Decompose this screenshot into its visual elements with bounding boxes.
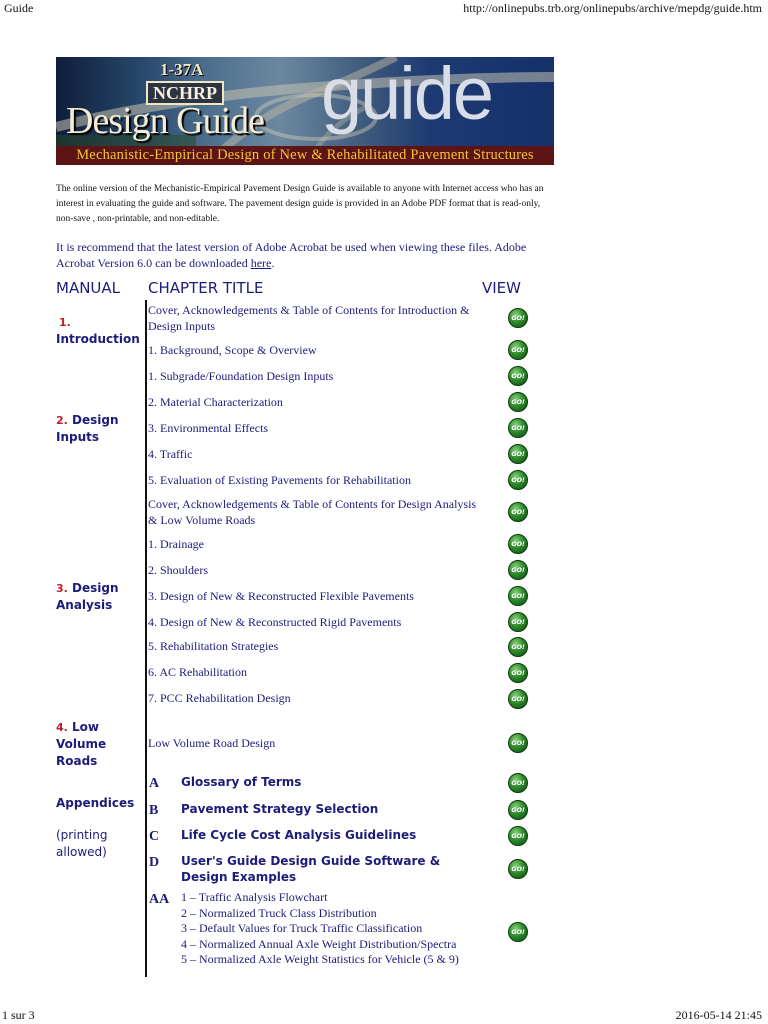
go-button[interactable] [508, 418, 528, 438]
chapter-link[interactable]: 2. Material Characterization [148, 395, 283, 409]
acrobat-note [56, 239, 556, 271]
go-button[interactable] [508, 470, 528, 490]
go-button[interactable] [508, 534, 528, 554]
go-button[interactable] [508, 502, 528, 522]
manual-column-header: MANUAL [56, 279, 121, 297]
go-button-label: GO! [511, 832, 525, 840]
go-button-label: GO! [511, 669, 525, 677]
go-button[interactable] [508, 586, 528, 606]
appendix-link[interactable]: Pavement Strategy Selection [181, 802, 379, 816]
manual-label: Analysis [56, 598, 113, 612]
go-button-label: GO! [511, 779, 525, 787]
manual-design-analysis [56, 580, 119, 614]
appendices-note-line: (printing [56, 828, 108, 842]
manual-label: Volume [56, 737, 107, 751]
go-button[interactable] [508, 859, 528, 879]
appendix-letter: B [149, 803, 159, 818]
manual-label: Introduction [56, 332, 140, 346]
go-button[interactable] [508, 637, 528, 657]
chapter-link[interactable]: 3. Design of New & Reconstructed Flexible Pavements [148, 589, 414, 603]
chapter-link[interactable]: 1. Background, Scope & Overview [148, 343, 317, 357]
appendices-note [56, 827, 107, 861]
go-button[interactable] [508, 826, 528, 846]
banner-org: NCHRP [146, 81, 224, 105]
go-button[interactable] [508, 922, 528, 942]
go-button-label: GO! [511, 450, 525, 458]
go-button-label: GO! [511, 508, 525, 516]
appendix-aa-item[interactable]: 3 – Default Values for Truck Traffic Classification [181, 921, 423, 935]
go-button-label: GO! [511, 346, 525, 354]
chapter-link[interactable]: 2. Shoulders [148, 563, 208, 577]
manual-introduction [56, 314, 140, 348]
banner-code: 1-37A [160, 60, 204, 79]
chapter-link[interactable]: 5. Rehabilitation Strategies [148, 639, 279, 653]
appendix-aa-item[interactable]: 2 – Normalized Truck Class Distribution [181, 905, 377, 920]
banner-big-word: guide [320, 57, 492, 135]
go-button-label: GO! [511, 540, 525, 548]
manual-number: 1. [59, 316, 71, 329]
appendix-link[interactable]: Life Cycle Cost Analysis Guidelines [181, 828, 417, 842]
go-button-label: GO! [511, 314, 525, 322]
go-button-label: GO! [511, 372, 525, 380]
chapter-link[interactable]: Cover, Acknowledgements & Table of Contents for Introduction & Design Inputs [148, 303, 470, 333]
go-button[interactable] [508, 663, 528, 683]
go-button[interactable] [508, 800, 528, 820]
print-footer-page: 1 sur 3 [2, 1008, 35, 1022]
go-button-label: GO! [511, 592, 525, 600]
go-button[interactable] [508, 392, 528, 412]
appendix-letter: D [149, 855, 160, 870]
design-guide-banner [56, 57, 554, 165]
acrobat-download-link[interactable]: here [250, 256, 272, 270]
chapter-link[interactable]: 4. Traffic [148, 447, 193, 461]
manual-appendices [56, 795, 134, 812]
chapter-link[interactable]: 4. Design of New & Reconstructed Rigid Pavements [148, 615, 402, 629]
manual-label: Appendices [56, 796, 135, 810]
manual-number: 2. [56, 414, 68, 427]
banner-title: Design Guide [66, 100, 265, 142]
manual-low-volume-roads [56, 719, 106, 770]
appendix-link[interactable]: User's Guide Design Guide Software & Design Examples [181, 854, 441, 884]
go-button-label: GO! [511, 424, 525, 432]
manual-label: Design [72, 413, 119, 427]
appendix-aa-item[interactable]: 1 – Traffic Analysis Flowchart [181, 890, 328, 904]
manual-number: 4. [56, 721, 68, 734]
appendix-aa-list [181, 890, 491, 968]
go-button-label: GO! [511, 398, 525, 406]
appendix-letter: A [149, 776, 160, 791]
manual-design-inputs [56, 412, 119, 446]
chapter-link[interactable]: 5. Evaluation of Existing Pavements for Rehabilitation [148, 473, 411, 487]
appendix-aa-item[interactable]: 5 – Normalized Axle Weight Statistics for Vehicle (5 & 9) [181, 952, 459, 966]
chapter-link[interactable]: Low Volume Road Design [148, 736, 276, 750]
print-header-title: Guide [4, 1, 34, 15]
go-button-label: GO! [511, 806, 525, 814]
go-button-label: GO! [511, 618, 525, 626]
appendix-aa-item[interactable]: 4 – Normalized Annual Axle Weight Distribution/Spectra [181, 936, 457, 951]
chapter-link[interactable]: 3. Environmental Effects [148, 421, 269, 435]
print-footer-datetime: 2016-05-14 21:45 [675, 1008, 762, 1022]
go-button-label: GO! [511, 643, 525, 651]
appendix-letter: C [149, 829, 160, 844]
column-divider [145, 300, 147, 977]
print-header-url: http://onlinepubs.trb.org/onlinepubs/archive/mepdg/guide.htm [463, 1, 762, 15]
chapter-link[interactable]: 7. PCC Rehabilitation Design [148, 691, 291, 705]
banner-subtitle: Mechanistic-Empirical Design of New & Rehabilitated Pavement Structures [56, 146, 554, 165]
manual-label: Design [72, 581, 119, 595]
manual-number: 3. [56, 582, 68, 595]
go-button[interactable] [508, 689, 528, 709]
go-button-label: GO! [511, 695, 525, 703]
chapter-link[interactable]: 1. Subgrade/Foundation Design Inputs [148, 369, 334, 383]
go-button[interactable] [508, 340, 528, 360]
chapter-link[interactable]: 6. AC Rehabilitation [148, 665, 247, 679]
go-button[interactable] [508, 612, 528, 632]
acrobat-note-end: . [271, 256, 275, 270]
appendices-note-line: allowed) [56, 845, 107, 859]
manual-label: Roads [56, 754, 98, 768]
view-column-header: VIEW [482, 279, 521, 297]
go-button-label: GO! [511, 865, 525, 873]
chapter-link[interactable]: Cover, Acknowledgements & Table of Contents for Design Analysis & Low Volume Roads [148, 497, 477, 527]
appendix-link[interactable]: Glossary of Terms [181, 775, 302, 789]
manual-label: Low [72, 720, 100, 734]
go-button[interactable] [508, 560, 528, 580]
chapter-column-header: CHAPTER TITLE [148, 279, 264, 297]
go-button[interactable] [508, 733, 528, 753]
go-button[interactable] [508, 444, 528, 464]
go-button[interactable] [508, 308, 528, 328]
go-button[interactable] [508, 773, 528, 793]
manual-label: Inputs [56, 430, 100, 444]
go-button-label: GO! [511, 928, 525, 936]
go-button-label: GO! [511, 476, 525, 484]
chapter-link[interactable]: 1. Drainage [148, 537, 204, 551]
go-button-label: GO! [511, 739, 525, 747]
go-button-label: GO! [511, 566, 525, 574]
intro-paragraph: The online version of the Mechanistic-Empirical Pavement Design Guide is available to anyone with Internet access who has an interest in evaluating the guide and software. The pavement design guide is provided in an Adobe PDF format that is read-only, non-save , non-printable, and non-editable. [56, 184, 544, 224]
appendix-letter: AA [149, 892, 170, 907]
go-button[interactable] [508, 366, 528, 386]
acrobat-note-text: It is recommend that the latest version of Adobe Acrobat be used when viewing these files. Adobe Acrobat Version 6.0 can be downloaded [56, 240, 527, 270]
